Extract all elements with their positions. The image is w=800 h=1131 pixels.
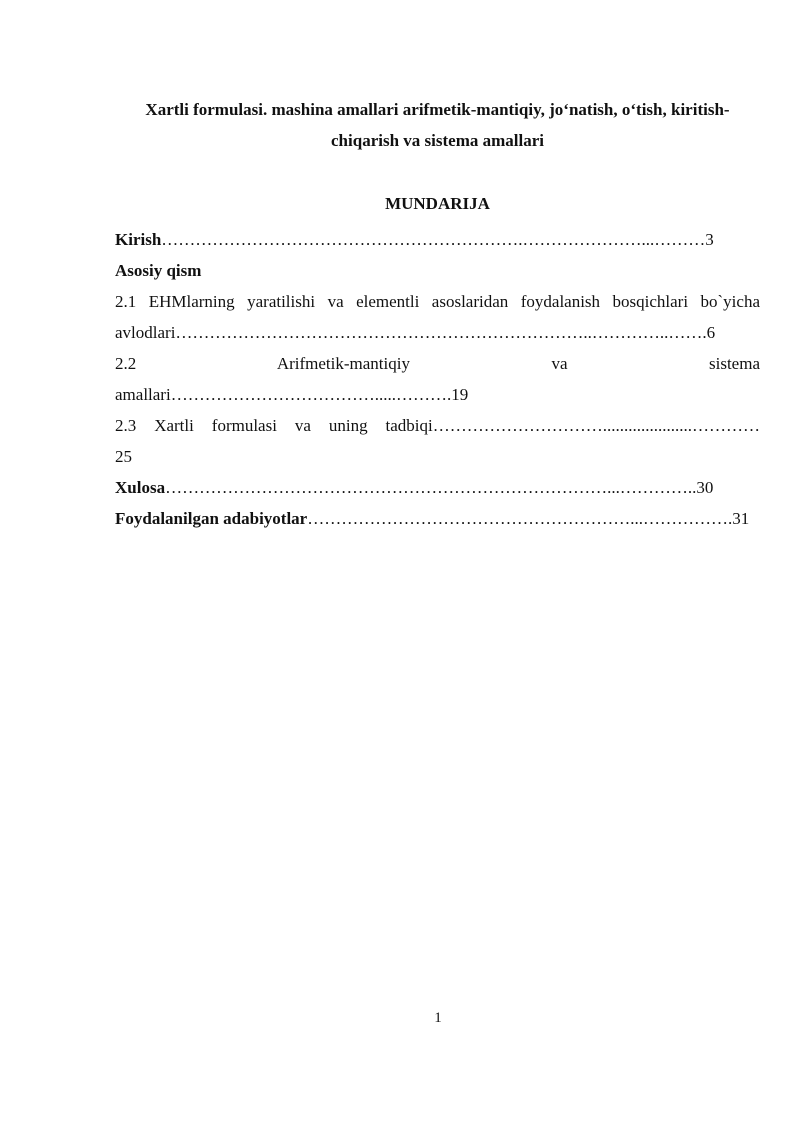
table-of-contents [115,224,760,534]
toc-entry-foydalanilgan [115,503,760,534]
toc-2-2-word-va: va [551,354,568,373]
toc-label-foydalanilgan: Foydalanilgan adabiyotlar [115,509,308,528]
title-line-1: Xartli formulasi. mashina amallari arifmetik-mantiqiy, jo‘natish, o‘tish, kiritish- [145,100,730,119]
toc-page-xulosa: 30 [696,478,714,497]
toc-2-2-word-sistema: sistema [709,354,760,373]
toc-leader-foydalanilgan: …………………………………………………...……………. [307,509,733,528]
toc-heading: MUNDARIJA [385,194,490,213]
toc-entry-2-3-line-2: 25 [115,447,132,466]
toc-leader-xulosa: ……………………………………………………………………...………….. [165,478,697,497]
title-line-2: chiqarish va sistema amallari [331,131,544,150]
toc-entry-2-3-line-1: 2.3 Xartli formulasi va uning tadbiqi………………………….....................………… [115,416,760,435]
toc-entry-2-1-line-1: 2.1 EHMlarning yaratilishi va elementli asoslaridan foydalanish bosqichlari bo`yicha [115,292,760,311]
toc-page-foydalanilgan: 31 [732,509,750,528]
toc-label-kirish: Kirish [115,230,162,249]
toc-2-2-word-arifmetik: Arifmetik-mantiqiy [276,354,410,373]
toc-entry-2-2-line-1 [115,348,760,379]
toc-page-kirish: 3 [705,230,714,249]
document-title [110,94,765,156]
page-number: 1 [434,1010,442,1026]
toc-entry-kirish [115,224,760,255]
toc-2-2-number: 2.2 [115,354,137,373]
toc-entry-2-1-line-2: avlodlari………………………………………………………………..…………..…….6 [115,323,716,342]
toc-leader-kirish: ……………………………………………………….…………………...……… [161,230,706,249]
toc-entry-xulosa [115,472,760,503]
toc-label-xulosa: Xulosa [115,478,166,497]
toc-section-asosiy-qism: Asosiy qism [115,261,202,280]
toc-entry-2-2-line-2: amallari……………………………….....……….19 [115,385,469,404]
